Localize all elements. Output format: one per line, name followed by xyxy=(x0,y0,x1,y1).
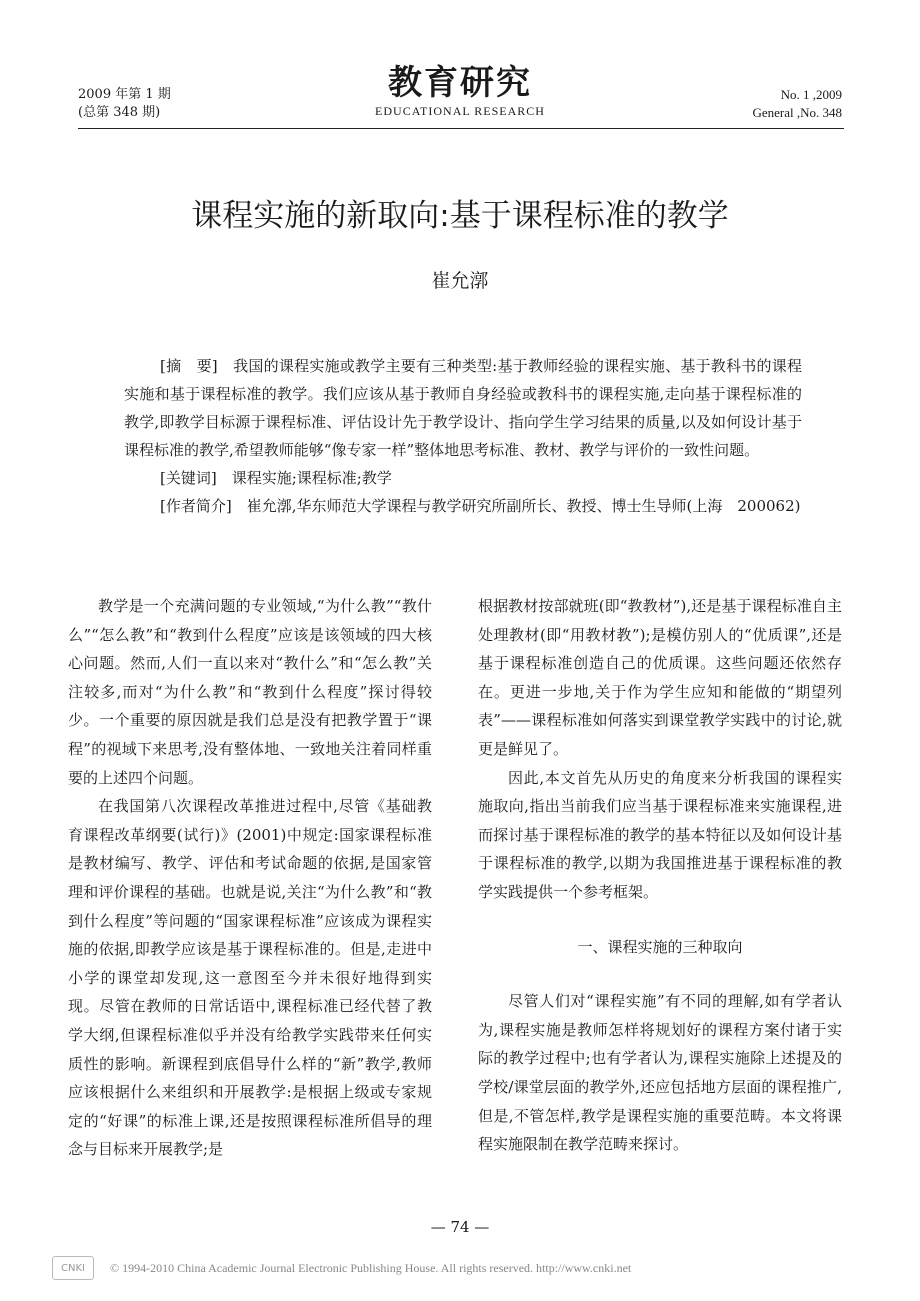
author-info-text: 崔允漷,华东师范大学课程与教学研究所副所长、教授、博士生导师(上海 200062) xyxy=(246,497,801,515)
section-heading: 一、课程实施的三种取向 xyxy=(577,937,743,956)
body-paragraph: 教学是一个充满问题的专业领域,“为什么教”“教什么”“怎么教”和“教到什么程度”应该是该领域的四大核心问题。然而,人们一直以来对“教什么”和“怎么教”关注较多,而对“为什么教”和“教到什么程度”探讨得较少。一个重要的原因就是我们总是没有把教学置于“课程”的视域下来思考,没有整体地、一致地关注着同样重要的上述四个问题。 xyxy=(68,597,432,787)
abstract-label: [摘 要] xyxy=(160,357,218,375)
header-divider xyxy=(78,128,844,129)
body-paragraph: 因此,本文首先从历史的角度来分析我国的课程实施取向,指出当前我们应当基于课程标准来实施课程,进而探讨基于课程标准的教学的基本特征以及如何设计基于课程标准的教学,以期为我国推进基于课程标准的教学实践提供一个参考框架。 xyxy=(478,768,842,901)
footer xyxy=(52,1256,631,1280)
author-info-paragraph xyxy=(124,492,802,520)
header-issue-info-en xyxy=(752,86,842,122)
journal-name-en: EDUCATIONAL RESEARCH xyxy=(375,104,545,118)
issue-en: No. 1 ,2009 xyxy=(780,87,842,102)
journal-logo: 教育研究 xyxy=(388,63,532,103)
abstract-block xyxy=(124,352,802,520)
keywords-paragraph xyxy=(124,464,802,492)
body-left-column xyxy=(68,592,432,1164)
body-paragraph: 在我国第八次课程改革推进过程中,尽管《基础教育课程改革纲要(试行)》(2001)中规定:国家课程标准是教材编写、教学、评估和考试命题的依据,是国家管理和评价课程的基础。也就是说,关注“为什么教”和“教到什么程度”等问题的“国家课程标准”应该成为课程实施的依据,即教学应该是基于课程标准的。但是,走进中小学的课堂却发现,这一意图至今并未很好地得到实现。尽管在教师的日常话语中,课程标准已经代替了教学大纲,但课程标准似乎并没有给教学实践带来任何实质性的影响。新课程到底倡导什么样的“新”教学,教师应该根据什么来组织和开展教学:是根据上级或专家规定的“好课”的标准上课,还是按照课程标准所倡导的理念与目标来开展教学;是 xyxy=(68,797,432,1159)
issue-cn: 2009 年第 1 期 xyxy=(78,87,171,102)
cnki-logo-icon: CNKI xyxy=(52,1256,94,1280)
author-info-label: [作者简介] xyxy=(160,497,232,515)
keywords-label: [关键词] xyxy=(160,469,217,487)
article-title: 课程实施的新取向:基于课程标准的教学 xyxy=(191,198,729,234)
abstract-text: 我国的课程实施或教学主要有三种类型:基于教师经验的课程实施、基于教科书的课程实施和基于课程标准的教学。我们应该从基于教师自身经验或教科书的课程实施,走向基于课程标准的教学,即教学目标源于课程标准、评估设计先于教学设计、指向学生学习结果的质量,以及如何设计基于课程标准的教学,希望教师能够“像专家一样”整体地思考标准、教材、教学与评价的一致性问题。 xyxy=(124,357,802,459)
total-issue-en: General ,No. 348 xyxy=(752,105,842,120)
page-number: — 74 — xyxy=(430,1218,490,1236)
abstract-paragraph xyxy=(124,352,802,464)
body-right-column xyxy=(478,592,842,1159)
body-paragraph: 根据教材按部就班(即“教教材”),还是基于课程标准自主处理教材(即“用教材教”);是模仿别人的“优质课”,还是基于课程标准创造自己的优质课。这些问题还依然存在。更进一步地,关于作为学生应知和能做的“期望列表”——课程标准如何落实到课堂教学实践中的讨论,就更是鲜见了。 xyxy=(478,597,842,758)
copyright-text: © 1994-2010 China Academic Journal Electronic Publishing House. All rights reserved. http://www.cnki.net xyxy=(110,1260,632,1275)
total-issue-cn: (总第 348 期) xyxy=(78,105,161,120)
article-author: 崔允漷 xyxy=(431,270,489,292)
body-paragraph: 尽管人们对“课程实施”有不同的理解,如有学者认为,课程实施是教师怎样将规划好的课程方案付诸于实际的教学过程中;也有学者认为,课程实施除上述提及的学校/课堂层面的教学外,还应包括地方层面的课程推广,但是,不管怎样,教学是课程实施的重要范畴。本文将课程实施限制在教学范畴来探讨。 xyxy=(478,992,842,1154)
keywords-text: 课程实施;课程标准;教学 xyxy=(231,469,392,487)
